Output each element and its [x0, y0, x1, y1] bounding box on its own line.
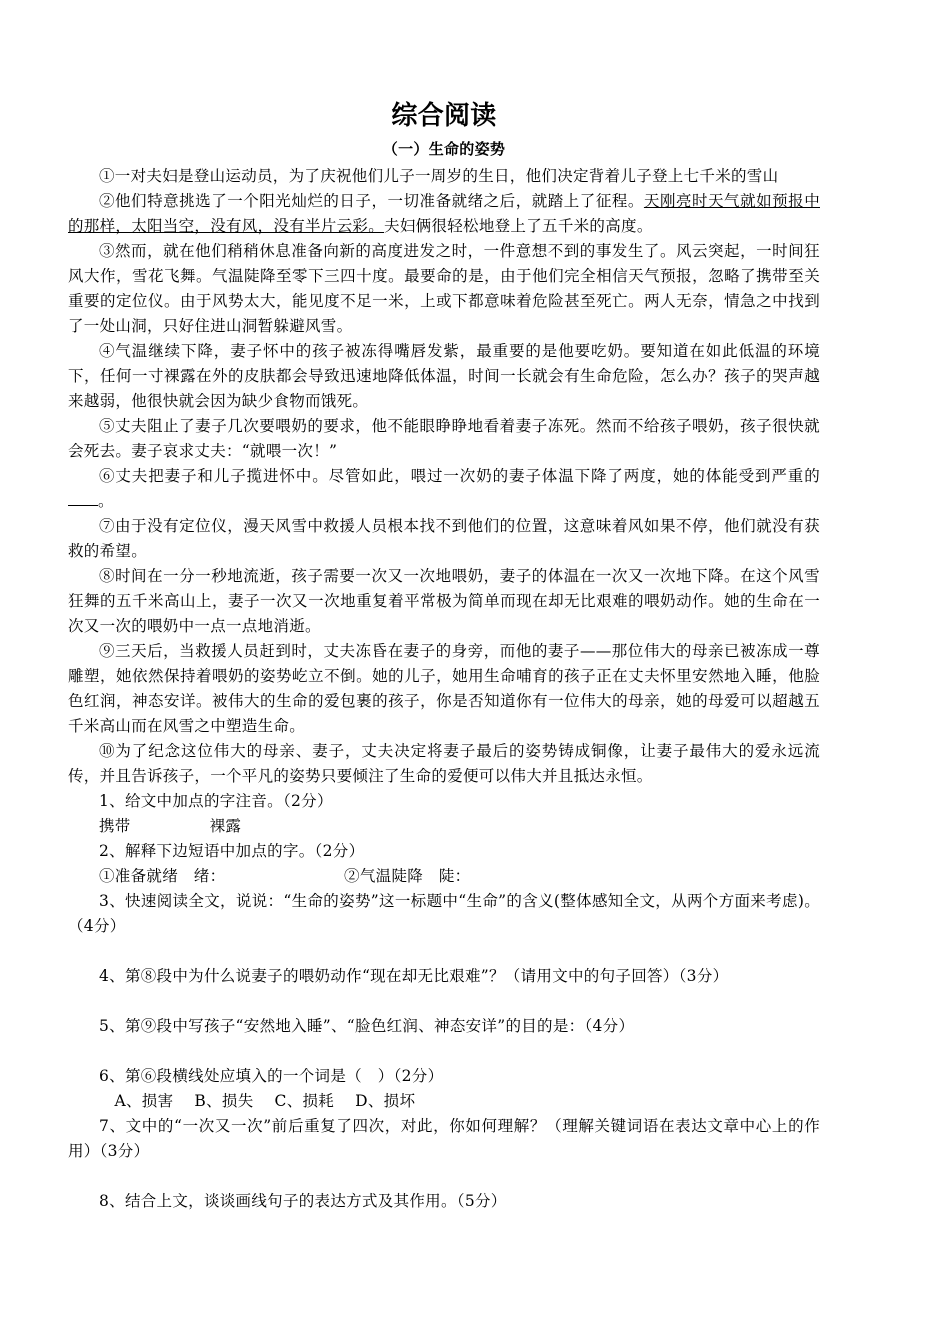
answer-space-5[interactable]	[68, 1039, 820, 1064]
underlined-sentence: 天刚亮时天气就如预报中的那样，太阳当空，没有风，没有半片云彩。	[68, 192, 820, 235]
paragraph-3: ③然而，就在他们稍稍休息准备向新的高度进发之时，一件意想不到的事发生了。风云突起，一时间狂风大作，雪花飞舞。气温陡降至零下三四十度。最要命的是，由于他们完全相信天气预报，忽略了携带至关重要的定位仪。由于风势太大，能见度不足一米，上或下都意味着危险甚至死亡。两人无奈，情急之中找到了一处山洞，只好住进山洞暂躲避风雪。	[68, 242, 820, 335]
paragraph-9: ⑨三天后，当救援人员赶到时，丈夫冻昏在妻子的身旁，而他的妻子——那位伟大的母亲已被冻成一尊雕塑，她依然保持着喂奶的姿势屹立不倒。她的儿子，她用生命哺育的孩子正在丈夫怀里安然地入睡，他脸色红润，神态安详。被伟大的生命的爱包裹的孩子，你是否知道你有一位伟大的母亲，她的母爱可以超越五千米高山而在风雪之中塑造生命。	[68, 642, 820, 735]
paragraph-2	[68, 189, 820, 239]
paragraph-7: ⑦由于没有定位仪，漫天风雪中救援人员根本找不到他们的位置，这意味着风如果不停，他们就没有获救的希望。	[68, 517, 820, 560]
question-1: 1、给文中加点的字注音。（2分）	[99, 792, 333, 810]
question-6-options: A、损害 B、损失 C、损耗 D、损坏	[114, 1092, 416, 1110]
fill-in-blank[interactable]	[68, 491, 98, 506]
paragraph-4: ④气温继续下降，妻子怀中的孩子被冻得嘴唇发紫，最重要的是他要吃奶。要知道在如此低温的环境下，任何一寸裸露在外的皮肤都会导致迅速地降低体温，时间一长就会有生命危险，怎么办？孩子的哭声越来越弱，他很快就会因为缺少食物而饿死。	[68, 342, 820, 410]
paragraph-6-end: 。	[98, 492, 114, 510]
worksheet-page	[68, 96, 820, 1214]
question-3: 3、快速阅读全文，说说：“生命的姿势”这一标题中“生命”的含义(整体感知全文，从两个方面来考虑)。（4分）	[68, 892, 820, 935]
answer-space-3[interactable]	[68, 939, 820, 964]
paragraph-1: ①一对夫妇是登山运动员，为了庆祝他们儿子一周岁的生日，他们决定背着儿子登上七千米的雪山	[99, 167, 779, 185]
question-2: 2、解释下边短语中加点的字。（2分）	[99, 842, 365, 860]
paragraph-8: ⑧时间在一分一秒地流逝，孩子需要一次又一次地喂奶，妻子的体温在一次又一次地下降。在这个风雪狂舞的五千米高山上，妻子一次又一次地重复着平常极为简单而现在却无比艰难的喂奶动作。她的生命在一次又一次的喂奶中一点一点地消逝。	[68, 567, 820, 635]
question-8: 8、结合上文，谈谈画线句子的表达方式及其作用。（5分）	[99, 1192, 507, 1210]
question-1-words: 携带 裸露	[99, 817, 242, 835]
question-5: 5、第⑨段中写孩子“安然地入睡”、“脸色红润、神态安详”的目的是：（4分）	[99, 1017, 635, 1035]
question-4: 4、第⑧段中为什么说妻子的喂奶动作“现在却无比艰难”？（请用文中的句子回答）（3分）	[99, 967, 729, 985]
question-7: 7、文中的“一次又一次”前后重复了四次，对此，你如何理解？（理解关键词语在表达文章中心上的作用）（3分）	[68, 1117, 820, 1160]
question-2-items: ①准备就绪 绪： ②气温陡降 陡：	[99, 867, 471, 885]
answer-space-7[interactable]	[68, 1164, 820, 1189]
paragraph-2-start: ②他们特意挑选了一个阳光灿烂的日子，一切准备就绪之后，就踏上了征程。	[99, 192, 644, 210]
paragraph-6	[68, 464, 820, 514]
paragraph-6-text: ⑥丈夫把妻子和儿子揽进怀中。尽管如此，喂过一次奶的妻子体温下降了两度，她的体能受到严重的	[99, 467, 820, 485]
page-title: 综合阅读	[391, 101, 497, 131]
answer-space-4[interactable]	[68, 989, 820, 1014]
question-6: 6、第⑥段横线处应填入的一个词是（ ）（2分）	[99, 1067, 444, 1085]
paragraph-10: ⑩为了纪念这位伟大的母亲、妻子，丈夫决定将妻子最后的姿势铸成铜像，让妻子最伟大的爱永远流传，并且告诉孩子，一个平凡的姿势只要倾注了生命的爱便可以伟大并且抵达永恒。	[68, 742, 820, 785]
paragraph-2-end: 夫妇俩很轻松地登上了五千米的高度。	[384, 217, 653, 235]
passage-subtitle: （一）生命的姿势	[382, 140, 506, 158]
paragraph-5: ⑤丈夫阻止了妻子几次要喂奶的要求，他不能眼睁睁地看着妻子冻死。然而不给孩子喂奶，孩子很快就会死去。妻子哀求丈夫：“就喂一次！”	[68, 417, 820, 460]
